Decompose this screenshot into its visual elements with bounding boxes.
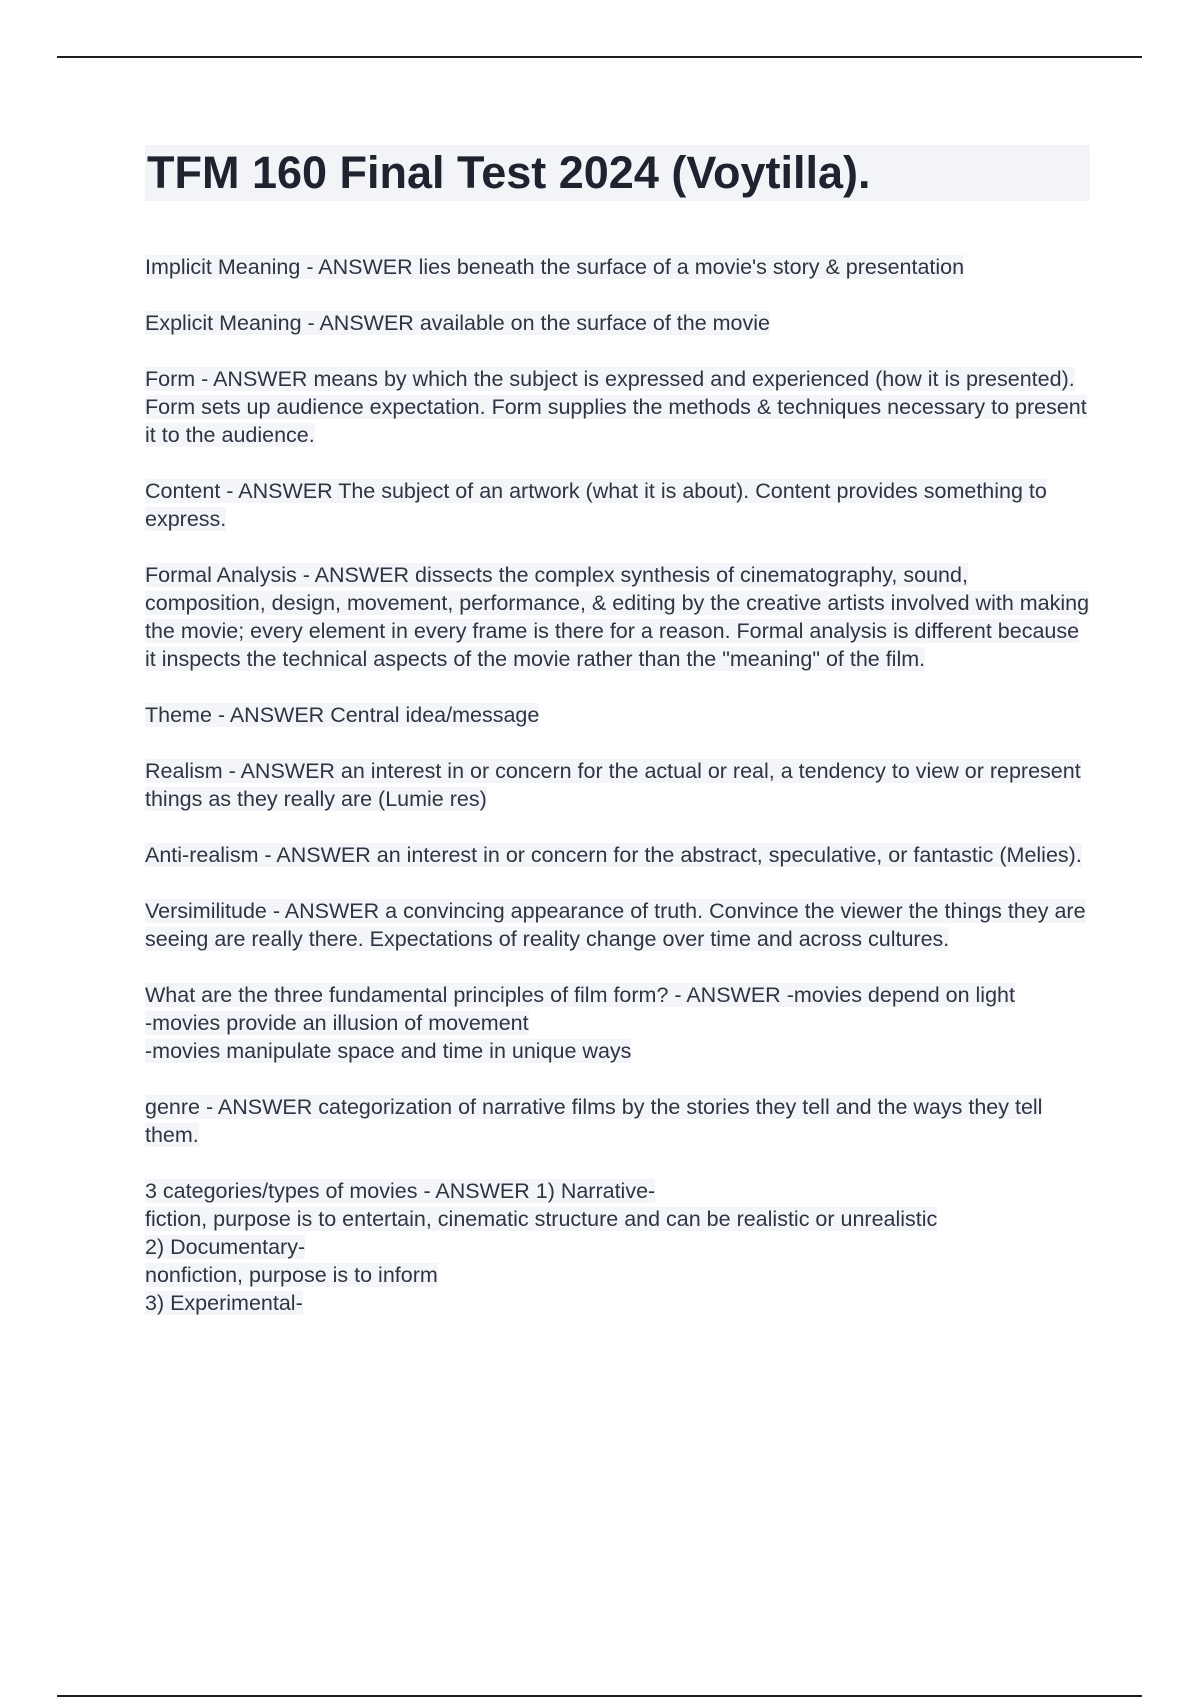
qa-entry [145, 561, 1090, 673]
answer-separator: - ANSWER [222, 759, 341, 783]
answer-line-text: 3) Experimental- [145, 1291, 303, 1315]
qa-entry [145, 365, 1090, 449]
qa-entry [145, 757, 1090, 813]
answer-line-text: 2) Documentary- [145, 1235, 306, 1259]
entry-answer: 1) Narrative- [535, 1179, 656, 1203]
answer-line [145, 1205, 1090, 1233]
document-title: TFM 160 Final Test 2024 (Voytilla). [145, 145, 1090, 201]
entry-answer: a convincing appearance of truth. Convince the viewer the things they are seeing are really there. Expectations of reality change over time and across cultures. [145, 899, 1086, 951]
entry-term: Content [145, 479, 221, 503]
answer-separator: - ANSWER [417, 1179, 536, 1203]
qa-entry [145, 981, 1090, 1065]
answer-line-text: nonfiction, purpose is to inform [145, 1263, 438, 1287]
answer-line-text: fiction, purpose is to entertain, cinematic structure and can be realistic or unrealistic [145, 1207, 938, 1231]
qa-entry [145, 701, 1090, 729]
answer-separator: - ANSWER [258, 843, 377, 867]
bottom-rule [57, 1695, 1142, 1697]
entry-answer: dissects the complex synthesis of cinematography, sound, composition, design, movement, performance, & editing by the creative artists involved with making the movie; every element in every frame is there for a reason. Formal analysis is different because it inspects the technical aspects of the movie rather than the "meaning" of the film. [145, 563, 1090, 671]
answer-separator: - ANSWER [301, 311, 420, 335]
entry-term: Realism [145, 759, 223, 783]
answer-separator: - ANSWER [668, 983, 787, 1007]
qa-entry [145, 1177, 1090, 1317]
qa-entry [145, 477, 1090, 533]
answer-separator: - ANSWER [200, 1095, 319, 1119]
entry-term: Explicit Meaning [145, 311, 302, 335]
answer-separator: - ANSWER [195, 367, 314, 391]
entry-answer: an interest in or concern for the abstract, speculative, or fantastic (Melies). [376, 843, 1082, 867]
answer-line [145, 1261, 1090, 1289]
answer-separator: - ANSWER [266, 899, 386, 923]
entry-term: Formal Analysis [145, 563, 297, 587]
answer-line [145, 1289, 1090, 1317]
entry-answer: The subject of an artwork (what it is about). Content provides something to express. [145, 479, 1047, 531]
answer-separator: - ANSWER [296, 563, 416, 587]
answer-line [145, 1233, 1090, 1261]
qa-entry [145, 309, 1090, 337]
answer-line [145, 1037, 1090, 1065]
entry-term: What are the three fundamental principles of film form? [145, 983, 669, 1007]
entry-term: Theme [145, 703, 212, 727]
entry-term: Form [145, 367, 196, 391]
qa-entry [145, 897, 1090, 953]
document-body [145, 145, 1090, 1345]
answer-separator: - ANSWER [300, 255, 419, 279]
entry-term: Versimilitude [145, 899, 267, 923]
answer-separator: - ANSWER [211, 703, 331, 727]
entry-answer: means by which the subject is expressed and experienced (how it is presented). Form sets up audience expectation. Form supplies the methods & techniques necessary to present it to the audience. [145, 367, 1087, 447]
qa-list [145, 253, 1090, 1317]
qa-entry [145, 1093, 1090, 1149]
entry-term: genre [145, 1095, 200, 1119]
answer-separator: - ANSWER [220, 479, 339, 503]
qa-entry [145, 841, 1090, 869]
entry-answer: Central idea/message [330, 703, 540, 727]
top-rule [57, 56, 1142, 58]
entry-answer: an interest in or concern for the actual or real, a tendency to view or represent things as they really are (Lumie res) [145, 759, 1081, 811]
entry-answer: categorization of narrative films by the stories they tell and the ways they tell them. [145, 1095, 1043, 1147]
entry-term: Anti-realism [145, 843, 259, 867]
entry-answer: available on the surface of the movie [419, 311, 770, 335]
qa-entry [145, 253, 1090, 281]
entry-answer: lies beneath the surface of a movie's story & presentation [418, 255, 965, 279]
answer-line-text: -movies manipulate space and time in unique ways [145, 1039, 632, 1063]
answer-line-text: -movies provide an illusion of movement [145, 1011, 529, 1035]
entry-answer: -movies depend on light [786, 983, 1015, 1007]
answer-line [145, 1009, 1090, 1037]
entry-term: 3 categories/types of movies [145, 1179, 418, 1203]
entry-term: Implicit Meaning [145, 255, 301, 279]
